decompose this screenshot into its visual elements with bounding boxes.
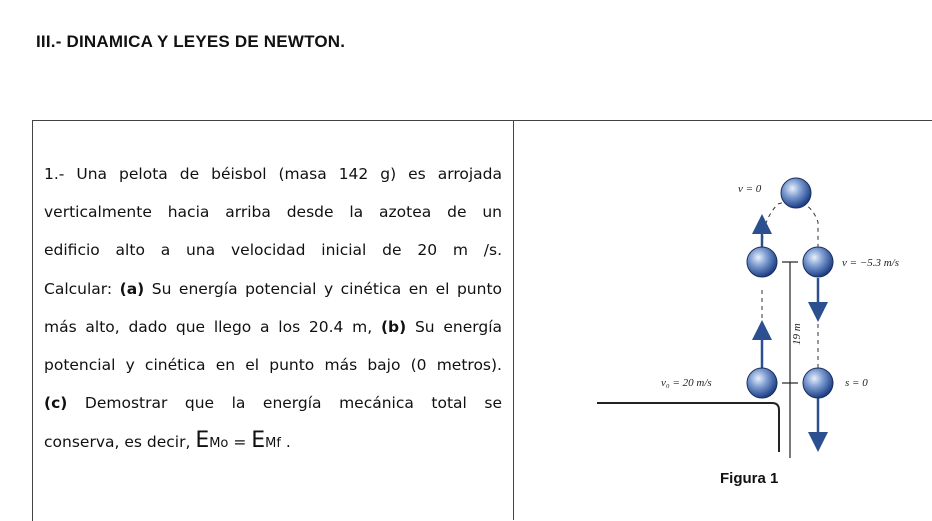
energy-symbol-final: E	[251, 428, 266, 454]
problem-line-1: 1.- Una pelota de béisbol (masa 142 g) es arrojada	[44, 165, 502, 183]
final-period: .	[280, 433, 291, 452]
label-v0: v₀ = 20 m/s	[661, 377, 712, 389]
ball-launch	[747, 368, 777, 398]
part-b-label: (b)	[380, 317, 407, 336]
building-roof-edge	[597, 403, 779, 452]
label-v-mid: v = −5.3 m/s	[842, 257, 900, 269]
part-a-text: Su energía potencial y cinética en el punto	[144, 279, 502, 298]
ball-rising-mid	[747, 247, 777, 277]
ball-falling-mid	[803, 247, 833, 277]
figure-caption: Figura 1	[720, 470, 779, 487]
problem-line-6: potencial y cinética en el punto más bajo (0 metros).	[44, 356, 502, 375]
part-b-text: Su energía	[406, 317, 503, 336]
label-height: 19 m	[791, 323, 803, 345]
problem-line-2: verticalmente hacia arriba desde la azotea de un	[44, 203, 502, 222]
part-c-text: Demostrar que la energía mecánica total se	[67, 394, 502, 413]
ball-return	[803, 368, 833, 398]
calcular-label: Calcular:	[44, 279, 120, 298]
part-a-text-cont: más alto, dado que llego a los 20.4 m,	[44, 317, 381, 336]
part-c-label: (c)	[44, 394, 68, 413]
label-s0: s = 0	[845, 377, 868, 389]
equals-sign: =	[228, 433, 252, 452]
part-a-label: (a)	[119, 279, 145, 298]
ball-top	[781, 178, 811, 208]
energy-symbol-initial: E	[195, 428, 210, 454]
subscript-mf: Mf	[265, 436, 281, 452]
part-c-text-cont: conserva, es decir,	[44, 433, 196, 452]
problem-line-3: edificio alto a una velocidad inicial de 20 m /s.	[44, 241, 502, 260]
section-heading: III.- DINAMICA Y LEYES DE NEWTON.	[36, 32, 346, 51]
label-v-top: v = 0	[738, 183, 762, 195]
subscript-mo: Mo	[209, 436, 229, 452]
